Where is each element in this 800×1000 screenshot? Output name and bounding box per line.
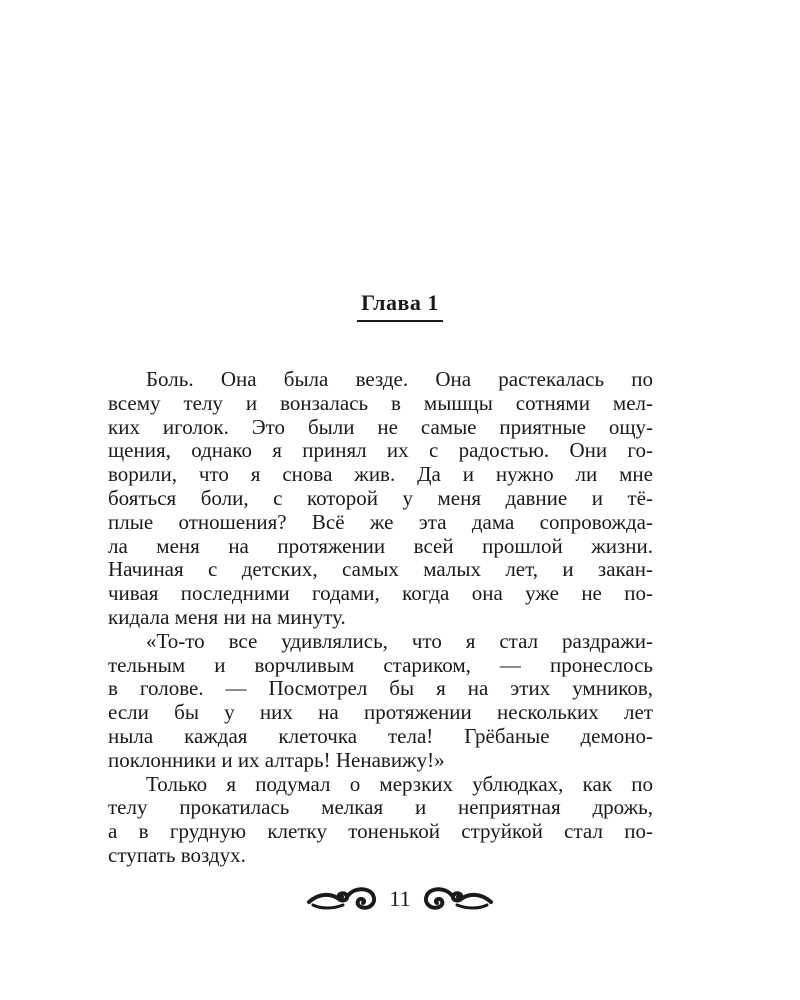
text-line: в голове. — Посмотрел бы я на этих умников, <box>108 676 653 701</box>
text-line: ступать воздух. <box>108 842 246 867</box>
text-line: Боль. Она была везде. Она растекалась по <box>146 367 653 391</box>
text-line: если бы у них на протяжении нескольких лет <box>108 700 653 725</box>
chapter-text <box>108 368 653 868</box>
text-line: ныла каждая клеточка тела! Грёбаные демоно- <box>108 723 653 748</box>
scroll-ornament-right-icon <box>421 885 493 913</box>
text-line: Только я подумал о мерзких ублюдках, как по <box>146 771 653 796</box>
text-line: «То-то все удивлялись, что я стал раздражи- <box>146 628 653 653</box>
chapter-title: Глава 1 <box>357 290 443 322</box>
text-line: а в грудную клетку тоненькой струйкой стал по- <box>108 819 653 844</box>
text-line: ких иголок. Это были не самые приятные ощу- <box>108 414 653 439</box>
text-line: ла меня на протяжении всей прошлой жизни. <box>108 533 653 558</box>
text-line: всему телу и вонзалась в мышцы сотнями мел- <box>108 390 653 415</box>
text-line: чивая последними годами, когда она уже не по- <box>108 581 653 606</box>
scroll-ornament-left-icon <box>307 885 379 913</box>
page-number: 11 <box>389 886 411 911</box>
text-line: Начиная с детских, самых малых лет, и закан- <box>108 557 653 582</box>
text-line: бояться боли, с которой у меня давние и тё- <box>108 485 653 510</box>
text-line: тельным и ворчливым стариком, — пронеслось <box>108 652 653 677</box>
text-line: поклонники и их алтарь! Ненавижу!» <box>108 747 445 772</box>
text-line: плые отношения? Всё же эта дама сопровожда- <box>108 509 653 534</box>
text-line: щения, однако я принял их с радостью. Они го- <box>108 438 653 463</box>
page-footer <box>0 885 800 913</box>
chapter-heading <box>0 290 800 322</box>
text-line: кидала меня ни на минуту. <box>108 604 346 629</box>
text-line: ворили, что я снова жив. Да и нужно ли мне <box>108 462 653 487</box>
text-line: телу прокатилась мелкая и неприятная дрожь, <box>108 795 653 820</box>
